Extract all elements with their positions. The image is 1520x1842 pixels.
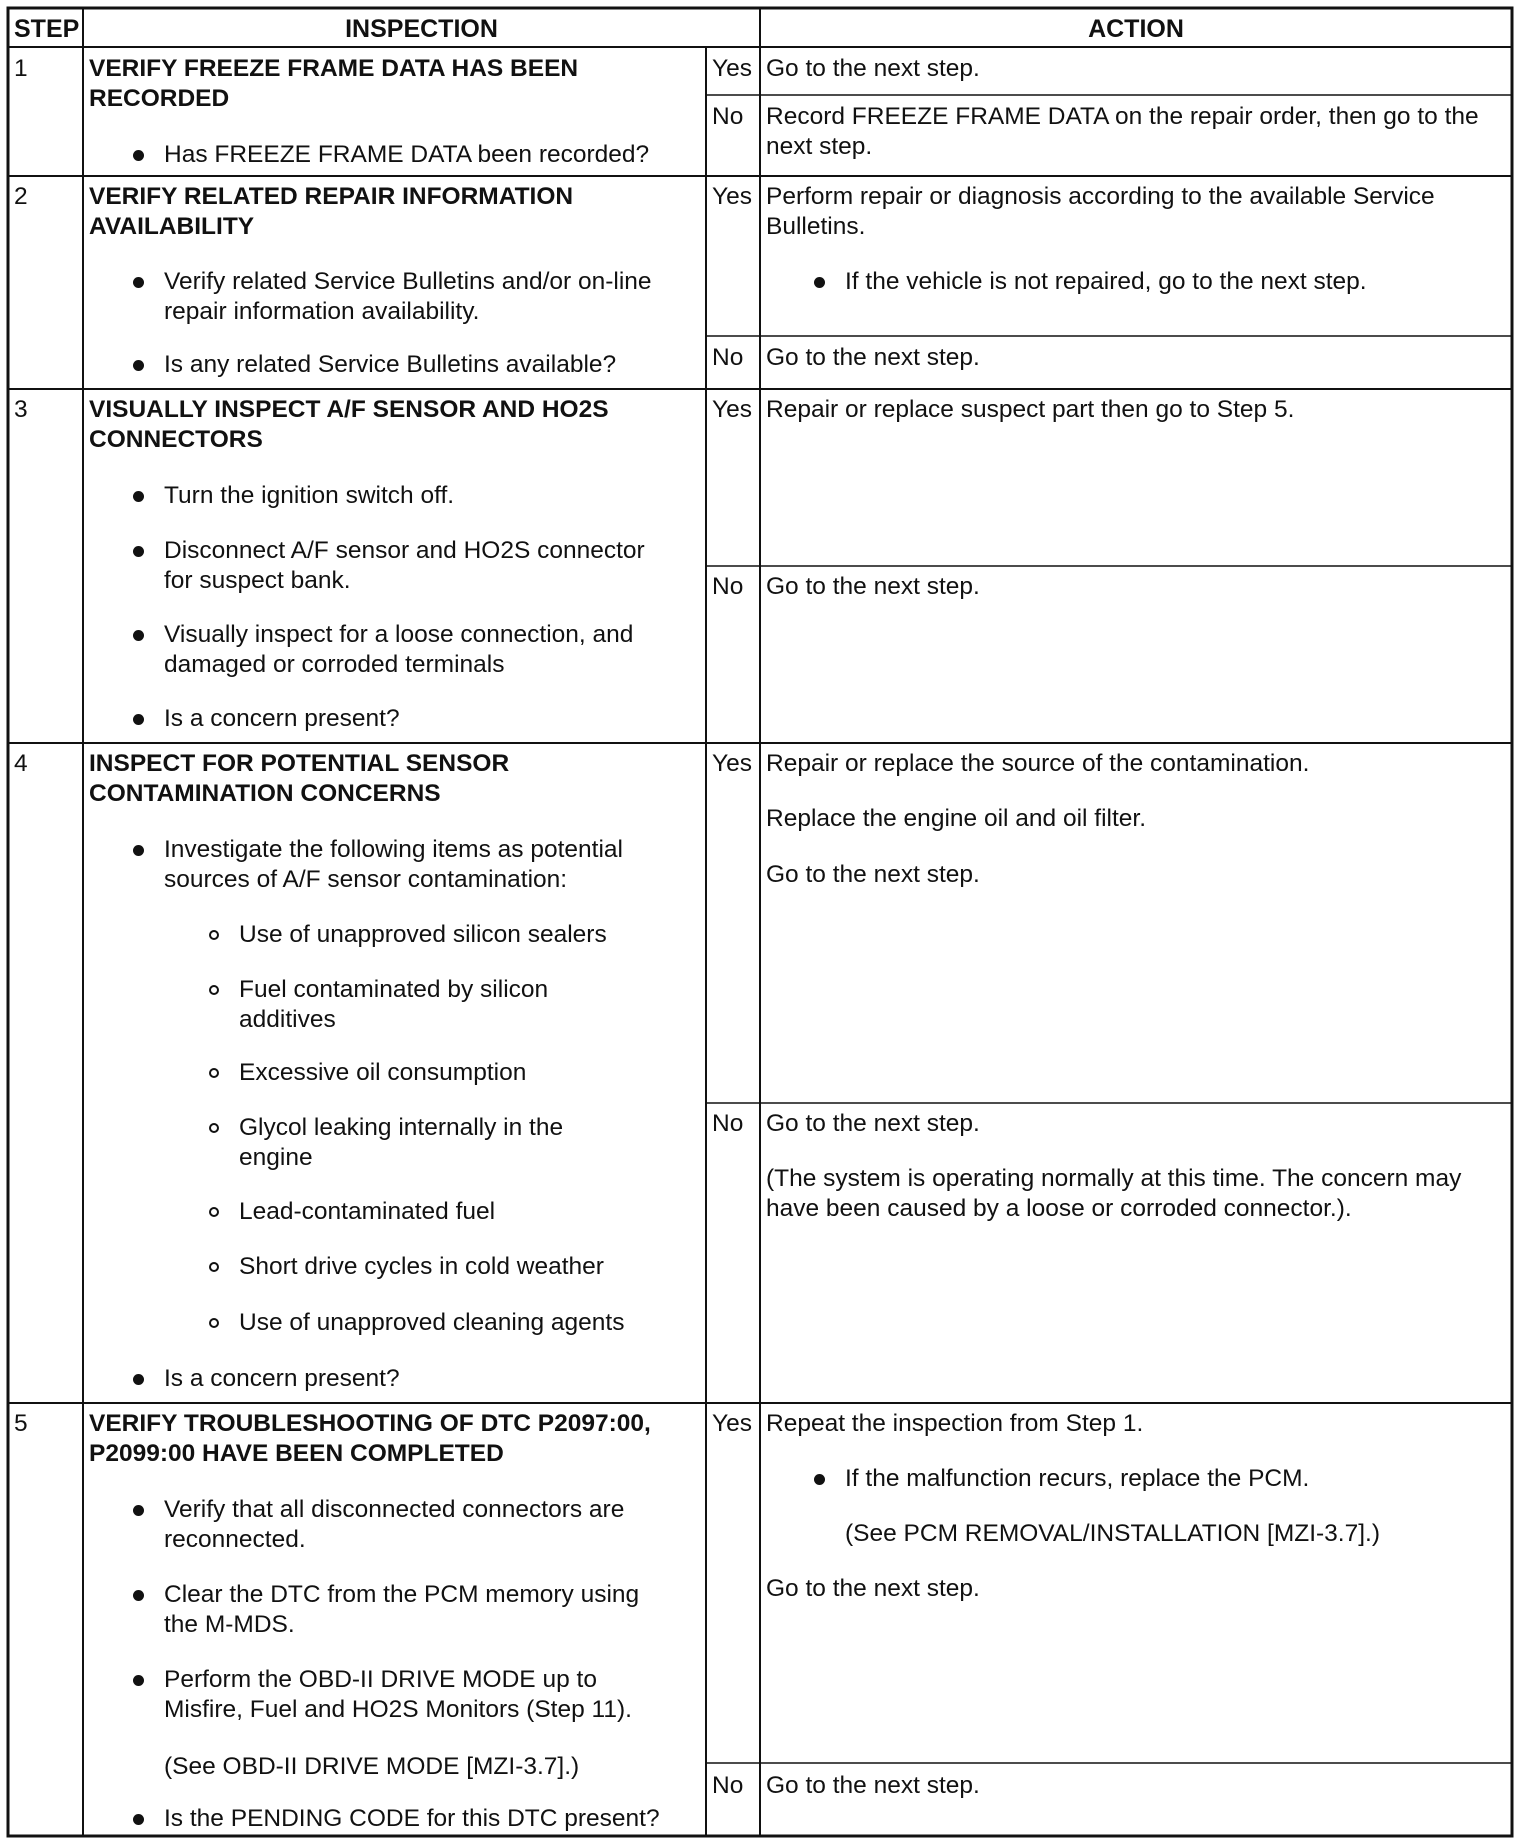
circle-bullet-icon <box>209 1123 219 1133</box>
no-label: No <box>712 1110 744 1137</box>
bullet-icon <box>133 1374 144 1385</box>
bullet-text: Perform the OBD-II DRIVE MODE up to <box>164 1666 597 1693</box>
reference-note: (See PCM REMOVAL/INSTALLATION [MZI-3.7].) <box>845 1520 1381 1547</box>
circle-bullet-icon <box>209 930 219 940</box>
yes-label: Yes <box>712 1410 752 1437</box>
action-text: Go to the next step. <box>766 344 980 371</box>
action-text: Perform repair or diagnosis according to the available Service <box>766 183 1435 210</box>
sub-item-text: Lead-contaminated fuel <box>239 1198 496 1225</box>
header-inspection: INSPECTION <box>345 15 498 43</box>
step-number: 3 <box>14 396 28 423</box>
bullet-icon <box>133 546 144 557</box>
action-text: Bulletins. <box>766 213 866 240</box>
bullet-text: the M-MDS. <box>164 1611 295 1638</box>
bullet-icon <box>133 630 144 641</box>
action-text: (The system is operating normally at this time. The concern may <box>766 1165 1462 1192</box>
action-text: Record FREEZE FRAME DATA on the repair order, then go to the <box>766 103 1479 130</box>
bullet-icon <box>133 491 144 502</box>
sub-item-text: Use of unapproved silicon sealers <box>239 921 607 948</box>
action-text: Repeat the inspection from Step 1. <box>766 1410 1144 1437</box>
action-text: Go to the next step. <box>766 55 980 82</box>
circle-bullet-icon <box>209 1318 219 1328</box>
step-title: INSPECT FOR POTENTIAL SENSOR <box>89 750 510 777</box>
bullet-icon <box>133 714 144 725</box>
bullet-text: Disconnect A/F sensor and HO2S connector <box>164 537 645 564</box>
yes-label: Yes <box>712 183 752 210</box>
bullet-text: Visually inspect for a loose connection, and <box>164 621 634 648</box>
sub-item-text: Fuel contaminated by silicon <box>239 976 549 1003</box>
step-number: 2 <box>14 183 28 210</box>
step-title: VERIFY RELATED REPAIR INFORMATION <box>89 183 574 210</box>
action-text: Go to the next step. <box>766 1110 980 1137</box>
step-number: 1 <box>14 55 28 82</box>
bullet-icon <box>133 845 144 856</box>
bullet-text: sources of A/F sensor contamination: <box>164 866 568 893</box>
action-bullet-text: If the malfunction recurs, replace the PCM. <box>845 1465 1310 1492</box>
yes-label: Yes <box>712 396 752 423</box>
step-number: 4 <box>14 750 28 777</box>
action-text: Repair or replace the source of the contamination. <box>766 750 1310 777</box>
bullet-icon <box>133 1505 144 1516</box>
bullet-text: Is the PENDING CODE for this DTC present? <box>164 1805 660 1832</box>
bullet-icon <box>814 1474 825 1485</box>
action-text: Go to the next step. <box>766 1772 980 1799</box>
no-label: No <box>712 1772 744 1799</box>
sub-item-text: engine <box>239 1144 313 1171</box>
no-label: No <box>712 103 744 130</box>
bullet-icon <box>814 277 825 288</box>
bullet-icon <box>133 1675 144 1686</box>
action-text: Replace the engine oil and oil filter. <box>766 805 1147 832</box>
bullet-icon <box>133 360 144 371</box>
circle-bullet-icon <box>209 1207 219 1217</box>
bullet-text: repair information availability. <box>164 298 480 325</box>
action-text: Go to the next step. <box>766 573 980 600</box>
yes-label: Yes <box>712 750 752 777</box>
header-step: STEP <box>14 15 80 43</box>
sub-item-text: Excessive oil consumption <box>239 1059 527 1086</box>
inspection-table <box>6 6 1514 1838</box>
action-text: Go to the next step. <box>766 861 980 888</box>
sub-item-text: additives <box>239 1006 336 1033</box>
circle-bullet-icon <box>209 1068 219 1078</box>
bullet-text: damaged or corroded terminals <box>164 651 505 678</box>
bullet-text: Is a concern present? <box>164 705 400 732</box>
action-text: have been caused by a loose or corroded connector.). <box>766 1195 1352 1222</box>
bullet-icon <box>133 1590 144 1601</box>
bullet-text: Is any related Service Bulletins available? <box>164 351 617 378</box>
action-text: Repair or replace suspect part then go to Step 5. <box>766 396 1295 423</box>
circle-bullet-icon <box>209 1262 219 1272</box>
bullet-text: Has FREEZE FRAME DATA been recorded? <box>164 141 650 168</box>
bullet-text: Clear the DTC from the PCM memory using <box>164 1581 640 1608</box>
bullet-text: Verify related Service Bulletins and/or on-line <box>164 268 652 295</box>
bullet-text: Is a concern present? <box>164 1365 400 1392</box>
bullet-icon <box>133 1814 144 1825</box>
step-title: CONNECTORS <box>89 426 263 453</box>
step-title: CONTAMINATION CONCERNS <box>89 780 441 807</box>
step-title: AVAILABILITY <box>89 213 255 240</box>
step-title: RECORDED <box>89 85 230 112</box>
sub-item-text: Short drive cycles in cold weather <box>239 1253 604 1280</box>
bullet-text: Verify that all disconnected connectors are <box>164 1496 625 1523</box>
action-text: next step. <box>766 133 873 160</box>
step-title: P2099:00 HAVE BEEN COMPLETED <box>89 1440 504 1467</box>
step-title: VERIFY FREEZE FRAME DATA HAS BEEN <box>89 55 579 82</box>
bullet-text: Misfire, Fuel and HO2S Monitors (Step 11). <box>164 1696 632 1723</box>
step-title: VERIFY TROUBLESHOOTING OF DTC P2097:00, <box>89 1410 651 1437</box>
step-number: 5 <box>14 1410 28 1437</box>
reference-note: (See OBD-II DRIVE MODE [MZI-3.7].) <box>164 1753 580 1780</box>
sub-item-text: Glycol leaking internally in the <box>239 1114 564 1141</box>
bullet-text: for suspect bank. <box>164 567 351 594</box>
bullet-text: Turn the ignition switch off. <box>164 482 455 509</box>
action-text: Go to the next step. <box>766 1575 980 1602</box>
bullet-text: Investigate the following items as potential <box>164 836 623 863</box>
step-title: VISUALLY INSPECT A/F SENSOR AND HO2S <box>89 396 609 423</box>
bullet-text: reconnected. <box>164 1526 306 1553</box>
sub-item-text: Use of unapproved cleaning agents <box>239 1309 625 1336</box>
no-label: No <box>712 573 744 600</box>
bullet-icon <box>133 277 144 288</box>
bullet-icon <box>133 150 144 161</box>
header-action: ACTION <box>1088 15 1184 43</box>
yes-label: Yes <box>712 55 752 82</box>
circle-bullet-icon <box>209 985 219 995</box>
action-bullet-text: If the vehicle is not repaired, go to the next step. <box>845 268 1367 295</box>
no-label: No <box>712 344 744 371</box>
